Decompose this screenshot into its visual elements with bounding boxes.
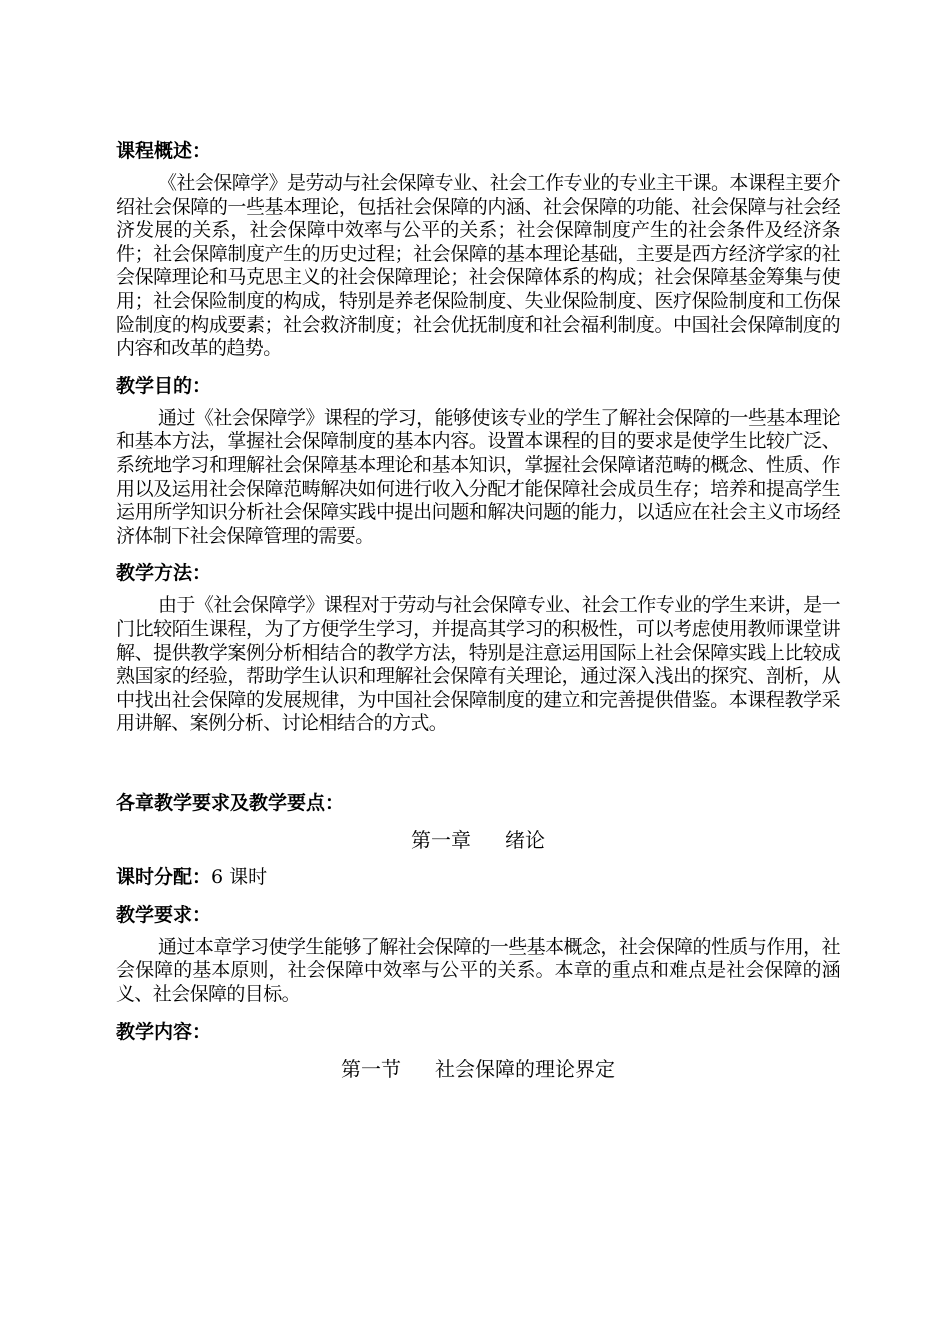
requirements-paragraph: 通过本章学习使学生能够了解社会保障的一些基本概念，社会保障的性质与作用，社会保障的基本原则，社会保障中效率与公平的关系。本章的重点和难点是社会保障的涵义、社会保障的目标。	[116, 935, 840, 1006]
overview-heading: 课程概述：	[116, 140, 212, 162]
requirements-heading: 教学要求：	[116, 903, 212, 926]
chapters-heading: 各章教学要求及教学要点：	[116, 791, 345, 814]
objectives-heading: 教学目的：	[116, 374, 212, 397]
objectives-paragraph: 通过《社会保障学》课程的学习，能够使该专业的学生了解社会保障的一些基本理论和基本方法，掌握社会保障制度的基本内容。设置本课程的目的要求是使学生比较广泛、系统地学习和理解社会保障基本理论和基本知识，掌握社会保障诸范畴的概念、性质、作用以及运用社会保障范畴解决如何进行收入分配才能保障社会成员生存；培养和提高学生运用所学知识分析社会保障实践中提出问题和解决问题的能力，以适应在社会主义市场经济体制下社会保障管理的需要。	[116, 406, 840, 547]
chapter-title	[116, 826, 840, 854]
overview-paragraph: 《社会保障学》是劳动与社会保障专业、社会工作专业的专业主干课。本课程主要介绍社会保障的一些基本理论，包括社会保障的内涵、社会保障的功能、社会保障与社会经济发展的关系，社会保障中效率与公平的关系；社会保障制度产生的社会条件及经济条件；社会保障制度产生的历史过程；社会保障的基本理论基础，主要是西方经济学家的社会保障理论和马克思主义的社会保障理论；社会保障体系的构成；社会保障基金筹集与使用；社会保险制度的构成，特别是养老保险制度、失业保险制度、医疗保险制度和工伤保险制度的构成要素；社会救济制度；社会优抚制度和社会福利制度。中国社会保障制度的内容和改革的趋势。	[116, 172, 840, 360]
hours-label: 课时分配：	[116, 865, 212, 888]
section-name: 社会保障的理论界定	[435, 1056, 615, 1081]
methods-paragraph: 由于《社会保障学》课程对于劳动与社会保障专业、社会工作专业的学生来讲，是一门比较陌生课程，为了方便学生学习，并提高其学习的积极性，可以考虑使用教师课堂讲解、提供教学案例分析相结合的教学方法，特别是注意运用国际上社会保障实践上比较成熟国家的经验，帮助学生认识和理解社会保障有关理论，通过深入浅出的探究、剖析，从中找出社会保障的发展规律，为中国社会保障制度的建立和完善提供借鉴。本课程教学采用讲解、案例分析、讨论相结合的方式。	[116, 594, 840, 735]
document-page	[116, 138, 840, 1083]
methods-heading: 教学方法：	[116, 562, 212, 585]
hours-value: 6 课时	[211, 865, 268, 888]
chapter-name: 绪论	[505, 827, 545, 852]
chapter-number: 第一章	[411, 827, 471, 852]
content-heading: 教学内容：	[116, 1020, 212, 1043]
section-title	[116, 1055, 840, 1083]
section-number: 第一节	[341, 1056, 401, 1081]
hours-allocation	[116, 864, 840, 890]
